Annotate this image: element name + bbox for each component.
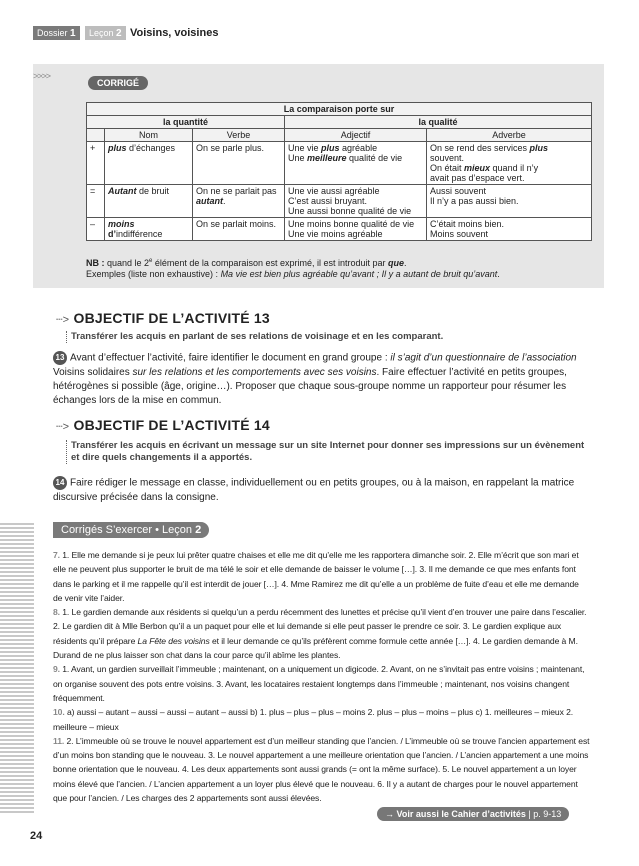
sign-cell: – [87, 218, 105, 241]
activity-number-badge: 13 [53, 351, 67, 365]
exercise-8: 8. 1. Le gardien demande aux résidents si quelqu’un a perdu récemment des lunettes et précise qu’il vient d’en trouver une paire dans l’escalier. 2. Le gardien dit à Mlle Berbon qu’il a un paquet pour elle et lui demande si elle peut passer le prendre ce soir. 3. Le gardien explique aux résidents qu’il prépare La Fête des voisins et il leur demande ce qu’ils préfèrent comme formule cette année […]. 4. Le gardien demande à M. Durand de ne plus laisser son chat dans la cour parce qu’il abîme les plantes. [53, 607, 587, 661]
header-adjectif: Adjectif [285, 129, 427, 142]
verbe-cell: On se parlait moins. [193, 218, 285, 241]
lecon-number: 2 [116, 28, 122, 39]
comparison-table [86, 102, 592, 241]
objectif-13-heading [56, 310, 270, 328]
objectif-13-sub: Transférer les acquis en parlant de ses relations de voisinage et en les comparant. [66, 331, 591, 343]
corrige-tab: CORRIGÉ [88, 76, 148, 90]
verbe-cell: On ne se parlait pas autant. [193, 185, 285, 218]
objectif-14-title: OBJECTIF DE L’ACTIVITÉ 14 [73, 417, 270, 433]
table-row-moins [87, 218, 592, 241]
nom-cell: Autant de bruit [105, 185, 193, 218]
verbe-cell: On se parle plus. [193, 142, 285, 185]
group-quantite: la quantité [87, 116, 285, 129]
sign-cell: + [87, 142, 105, 185]
adverbe-cell: Aussi souvent Il n’y a pas aussi bien. [427, 185, 592, 218]
dossier-number: 1 [70, 28, 76, 39]
exercise-9: 9. 1. Avant, un gardien surveillait l’immeuble ; maintenant, on a uniquement un digicode. 2. Avant, on ne s’invitait pas entre voisins ; maintenant, on organise souvent des pots entre voisins. 3. Avant, les locataires restaient longtemps dans l’immeuble ; maintenant, nos voisins changent fréquemment. [53, 664, 585, 703]
table-caption-row [87, 103, 592, 116]
table-row-egal [87, 185, 592, 218]
activite-14-text: 14 Faire rédiger le message en classe, individuellement ou en petits groupes, ou à la maison, en rappelant la matrice discursive précisée dans la consigne. [53, 477, 575, 503]
corriges-tab: Corrigés S’exercer • Leçon 2 [53, 522, 209, 538]
adjectif-cell: Une vie plus agréable Une meilleure qualité de vie [285, 142, 427, 185]
header-nom: Nom [105, 129, 193, 142]
adverbe-cell: On se rend des services plus souvent. On était mieux quand il n’y avait pas d’espace vert. [427, 142, 592, 185]
activite-13-text: 13 Avant d’effectuer l’activité, faire identifier le document en grand groupe : il s’agit d’un questionnaire de l’association Voisins solidaires sur les relations et les comportements avec ses voisins. Faire effectuer l’activité en petits groupes, hétérogènes si possible (âge, origine…). Proposer que chaque sous-groupe nomme un rapporteur pour résumer les échanges lors de la mise en commun. [53, 352, 577, 406]
table-row-plus [87, 142, 592, 185]
objectif-14-heading [56, 417, 270, 435]
table-caption: La comparaison porte sur [87, 103, 592, 116]
page-number: 24 [30, 830, 43, 842]
activity-number-badge: 14 [53, 476, 67, 490]
dotted-arrow-icon: ┄> [56, 314, 70, 326]
arrow-right-icon: → [385, 809, 394, 819]
table-group-row [87, 116, 592, 129]
page-title: Voisins, voisines [130, 27, 219, 39]
table-header-row [87, 129, 592, 142]
nom-cell: moins d’indifférence [105, 218, 193, 241]
objectif-13-title: OBJECTIF DE L’ACTIVITÉ 13 [73, 310, 270, 326]
dossier-label: Dossier 1 [33, 26, 80, 40]
header-sign [87, 129, 105, 142]
exercise-11: 11. 2. L’immeuble où se trouve le nouvel appartement est d’un meilleur standing que l’ancien. / L’immeuble où se trouve l’ancien appartement est d’un moins bon standing que le nouveau. 3. Le nouvel appartement a une meilleure orientation que l’ancien. / L’ancien appartement a une moins bonne orientation que le nouveau. 4. Les deux appartements sont aussi grands (= ont la même surface). 5. Le nouvel appartement a un loyer moins élevé que l’ancien. / L’ancien appartement a un loyer plus élevé que le nouveau. 6. Il y a autant de charges pour le nouvel appartement que pour l’ancien. / Les charges des 2 appartements sont aussi élevées. [53, 735, 590, 804]
adjectif-cell: Une vie aussi agréable C’est aussi bruyant. Une aussi bonne qualité de vie [285, 185, 427, 218]
header-verbe: Verbe [193, 129, 285, 142]
arrows-decoration: >>>> [33, 71, 51, 81]
margin-stripes [0, 523, 34, 813]
corriges-text [53, 548, 590, 805]
exercise-10: 10. a) aussi – autant – aussi – aussi – autant – aussi b) 1. plus – plus – plus – moins 2. plus – plus – moins – plus c) 1. meilleures – mieux 2. meilleure – mieux [53, 707, 574, 732]
dotted-arrow-icon: ┄> [56, 421, 70, 433]
objectif-14-sub: Transférer les acquis en écrivant un message sur un site Internet pour donner ses impressions sur un évènement et dire quels changements il a apportés. [66, 440, 591, 464]
group-qualite: la qualité [285, 116, 592, 129]
adverbe-cell: C’était moins bien. Moins souvent [427, 218, 592, 241]
nb-note: NB : quand le 2e élément de la comparaison est exprimé, il est introduit par que. Exemples (liste non exhaustive) : Ma vie est bien plus agréable qu’avant ; Il y a autant de bruit qu’avant. [86, 258, 500, 279]
nom-cell: plus d’échanges [105, 142, 193, 185]
adjectif-cell: Une moins bonne qualité de vie Une vie moins agréable [285, 218, 427, 241]
sign-cell: = [87, 185, 105, 218]
voir-aussi-link[interactable]: → Voir aussi le Cahier d’activités | p. 9-13 [377, 807, 569, 821]
lecon-label: Leçon 2 [85, 26, 126, 40]
exercise-7: 7. 1. Elle me demande si je peux lui prêter quatre chaises et elle me dit qu’elle me les rapportera dimanche soir. 2. Elle m’écrit que son mari et elle ne peuvent plus supporter le bruit de ma télé le soir et elle demande de baisser le volume […]. 3. Il me demande ce que mes enfants font dans le parking et il me rappelle qu’il est interdit de jouer […]. 4. Mme Ramirez me dit qu’elle a un problème de fuite d’eau et elle me demande de venir vite l’aider. [53, 550, 579, 603]
header-adverbe: Adverbe [427, 129, 592, 142]
